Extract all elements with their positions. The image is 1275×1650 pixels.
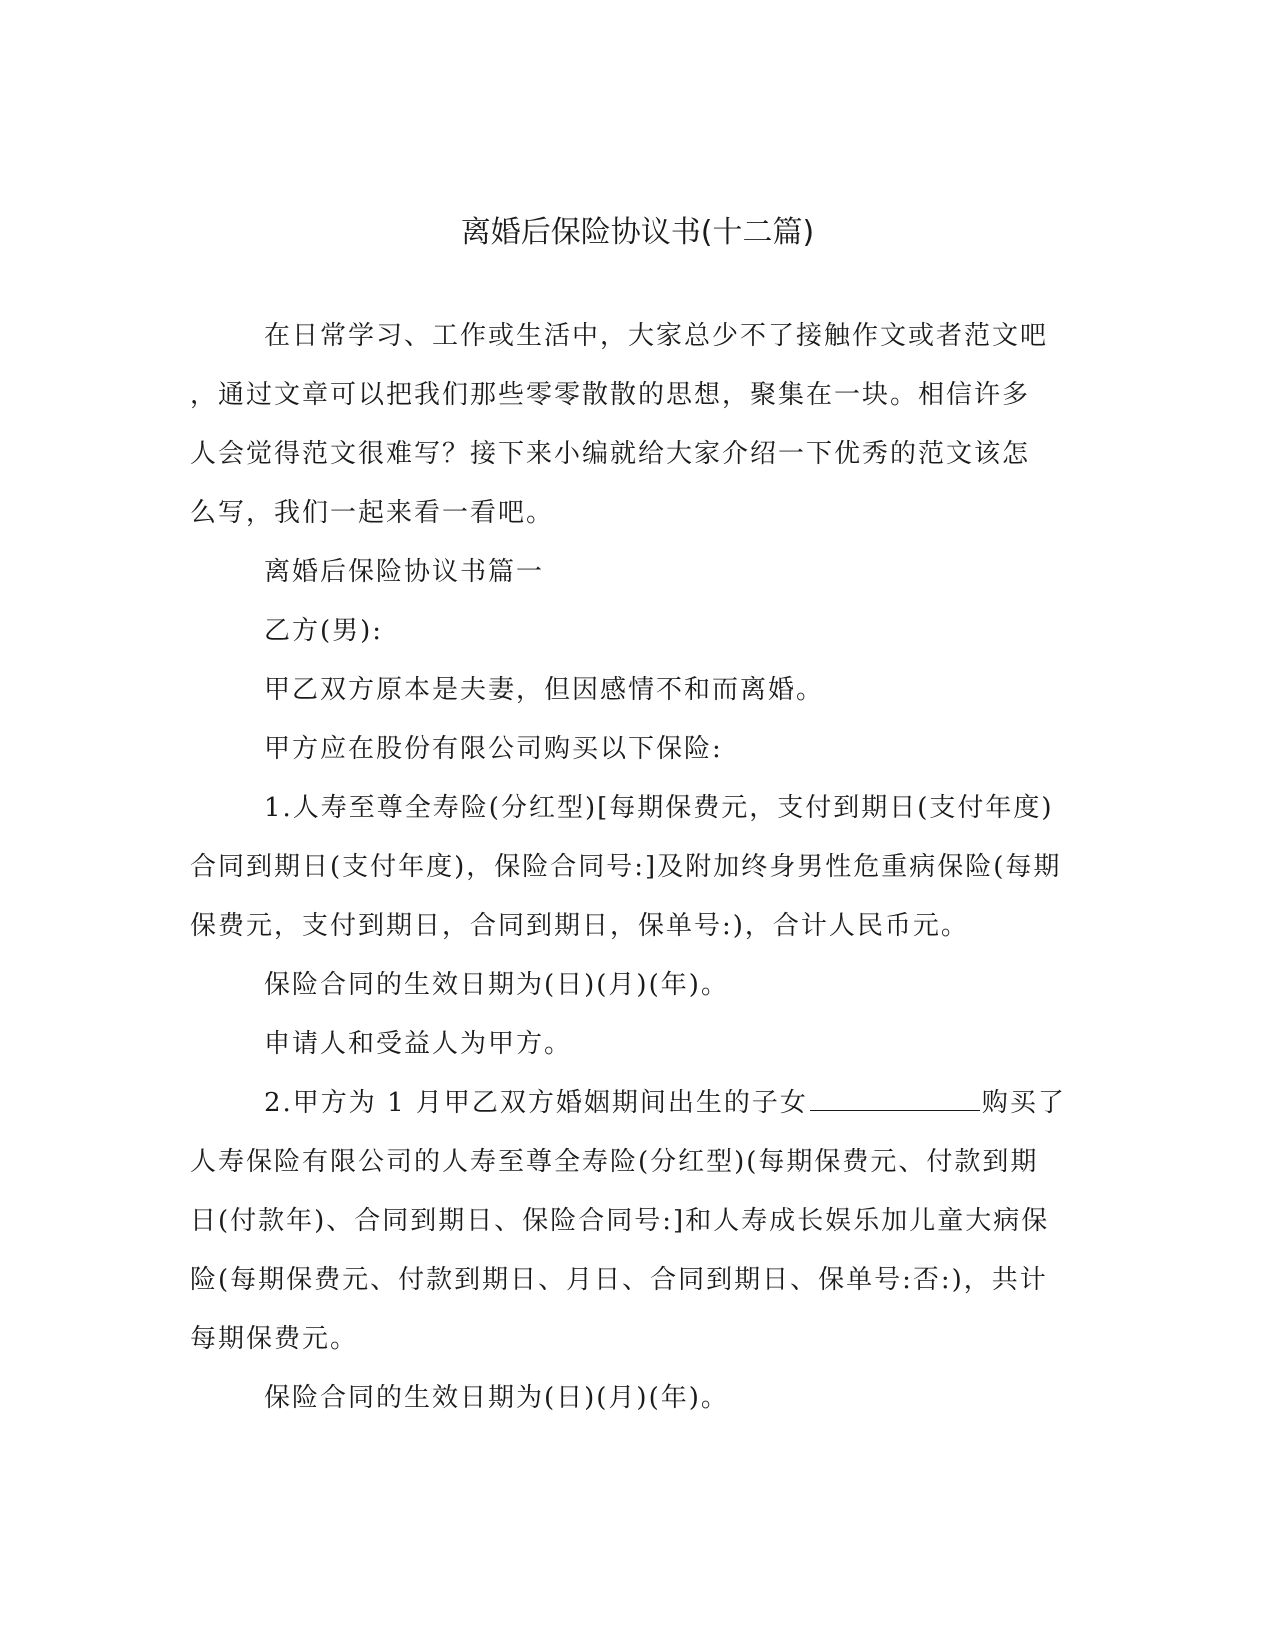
paragraph-line: 在日常学习、工作或生活中，大家总少不了接触作文或者范文吧 [264, 321, 1049, 351]
paragraph-line: 乙方(男): [264, 616, 384, 646]
paragraph-line: 保险合同的生效日期为(日)(月)(年)。 [264, 970, 729, 1000]
paragraph-line-with-blank [264, 1083, 1066, 1123]
line-text: 购买了 [981, 1088, 1066, 1118]
paragraph-line: 人会觉得范文很难写？接下来小编就给大家介绍一下优秀的范文该怎 [190, 439, 1031, 469]
paragraph-line: 么写，我们一起来看一看吧。 [190, 498, 555, 528]
paragraph-line: 日(付款年)、合同到期日、保险合同号:]和人寿成长娱乐加儿童大病保 [190, 1206, 1050, 1236]
fill-in-blank [810, 1084, 980, 1111]
paragraph-line: 甲方应在股份有限公司购买以下保险: [264, 734, 723, 764]
paragraph-line: 保险合同的生效日期为(日)(月)(年)。 [264, 1383, 729, 1413]
paragraph-line: 人寿保险有限公司的人寿至尊全寿险(分红型)(每期保费元、付款到期 [190, 1147, 1039, 1177]
paragraph-line: 1.人寿至尊全寿险(分红型)[每期保费元，支付到期日(支付年度) [264, 793, 1054, 823]
paragraph-line: 每期保费元。 [190, 1324, 359, 1354]
paragraph-line: 险(每期保费元、付款到期日、月日、合同到期日、保单号:否:)，共计 [190, 1265, 1048, 1295]
paragraph-line: ，通过文章可以把我们那些零零散散的思想，聚集在一块。相信许多 [190, 380, 1031, 410]
paragraph-line: 合同到期日(支付年度)，保险合同号:]及附加终身男性危重病保险(每期 [190, 852, 1062, 882]
paragraph-line: 保费元，支付到期日，合同到期日，保单号:)，合计人民币元。 [190, 911, 969, 941]
paragraph-line: 申请人和受益人为甲方。 [264, 1029, 573, 1059]
paragraph-line: 甲乙双方原本是夫妻，但因感情不和而离婚。 [264, 675, 825, 705]
line-text: 2.甲方为 1 月甲乙双方婚姻期间出生的子女 [264, 1088, 808, 1118]
section-heading: 离婚后保险协议书篇一 [264, 557, 545, 587]
page-title: 离婚后保险协议书(十二篇) [460, 215, 815, 250]
